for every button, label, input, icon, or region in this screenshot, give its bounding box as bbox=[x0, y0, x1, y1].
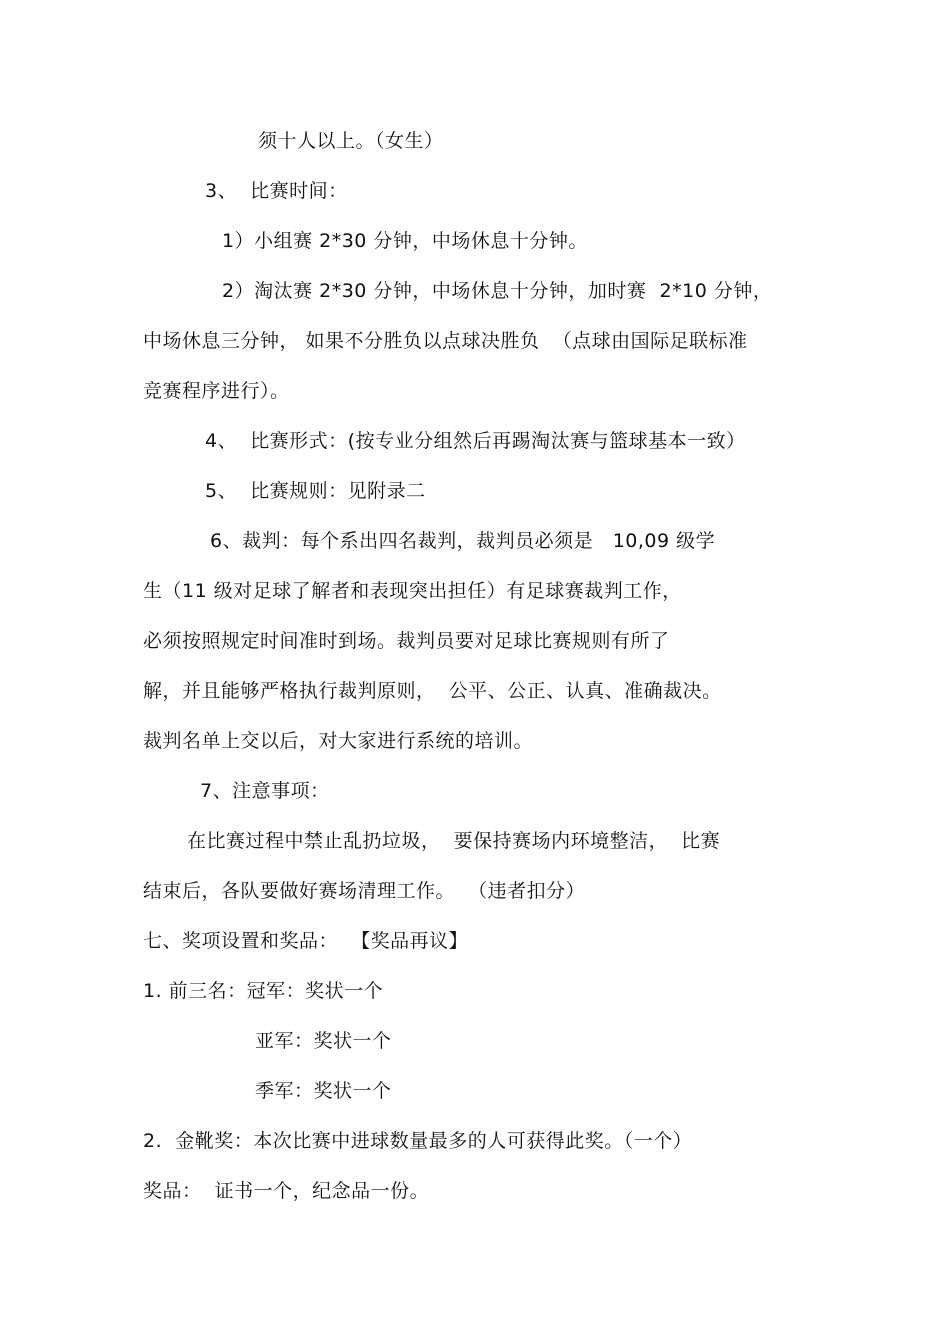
text-line-5: 中场休息三分钟， 如果不分胜负以点球决胜负 （点球由国际足联标准 bbox=[143, 330, 748, 352]
text-line-6: 竞赛程序进行）。 bbox=[143, 380, 290, 402]
text-line-22: 奖品： 证书一个，纪念品一份。 bbox=[143, 1180, 430, 1202]
text-line-4: 2）淘汰赛 2*30 分钟，中场休息十分钟，加时赛 2*10 分钟， bbox=[222, 280, 773, 302]
text-line-7: 4、 比赛形式：(按专业分组然后再踢淘汰赛与篮球基本一致） bbox=[205, 430, 746, 452]
text-line-16: 结束后，各队要做好赛场清理工作。 （违者扣分） bbox=[143, 880, 586, 902]
text-line-19: 亚军：奖状一个 bbox=[255, 1030, 392, 1052]
text-line-12: 解，并且能够严格执行裁判原则， 公平、公正、认真、准确裁决。 bbox=[143, 680, 722, 702]
text-line-18: 1. 前三名：冠军：奖状一个 bbox=[143, 980, 384, 1002]
text-line-14: 7、注意事项： bbox=[200, 780, 330, 802]
text-line-11: 必须按照规定时间准时到场。裁判员要对足球比赛规则有所了 bbox=[143, 630, 670, 652]
text-line-21: 2. 金靴奖：本次比赛中进球数量最多的人可获得此奖。（一个） bbox=[143, 1130, 693, 1152]
text-line-20: 季军：奖状一个 bbox=[255, 1080, 392, 1102]
text-line-1: 须十人以上。（女生） bbox=[258, 130, 444, 152]
text-line-13: 裁判名单上交以后，对大家进行系统的培训。 bbox=[143, 730, 534, 752]
text-line-2: 3、 比赛时间： bbox=[205, 180, 348, 202]
text-line-10: 生（11 级对足球了解者和表现突出担任）有足球赛裁判工作， bbox=[143, 580, 682, 602]
text-line-9: 6、裁判：每个系出四名裁判，裁判员必须是 10,09 级学 bbox=[210, 530, 716, 552]
text-line-15: 在比赛过程中禁止乱扔垃圾， 要保持赛场内环境整洁， 比赛 bbox=[187, 830, 721, 852]
text-line-8: 5、 比赛规则：见附录二 bbox=[205, 480, 426, 502]
text-line-17: 七、奖项设置和奖品： 【奖品再议】 bbox=[143, 930, 469, 952]
text-line-3: 1）小组赛 2*30 分钟，中场休息十分钟。 bbox=[222, 230, 588, 252]
